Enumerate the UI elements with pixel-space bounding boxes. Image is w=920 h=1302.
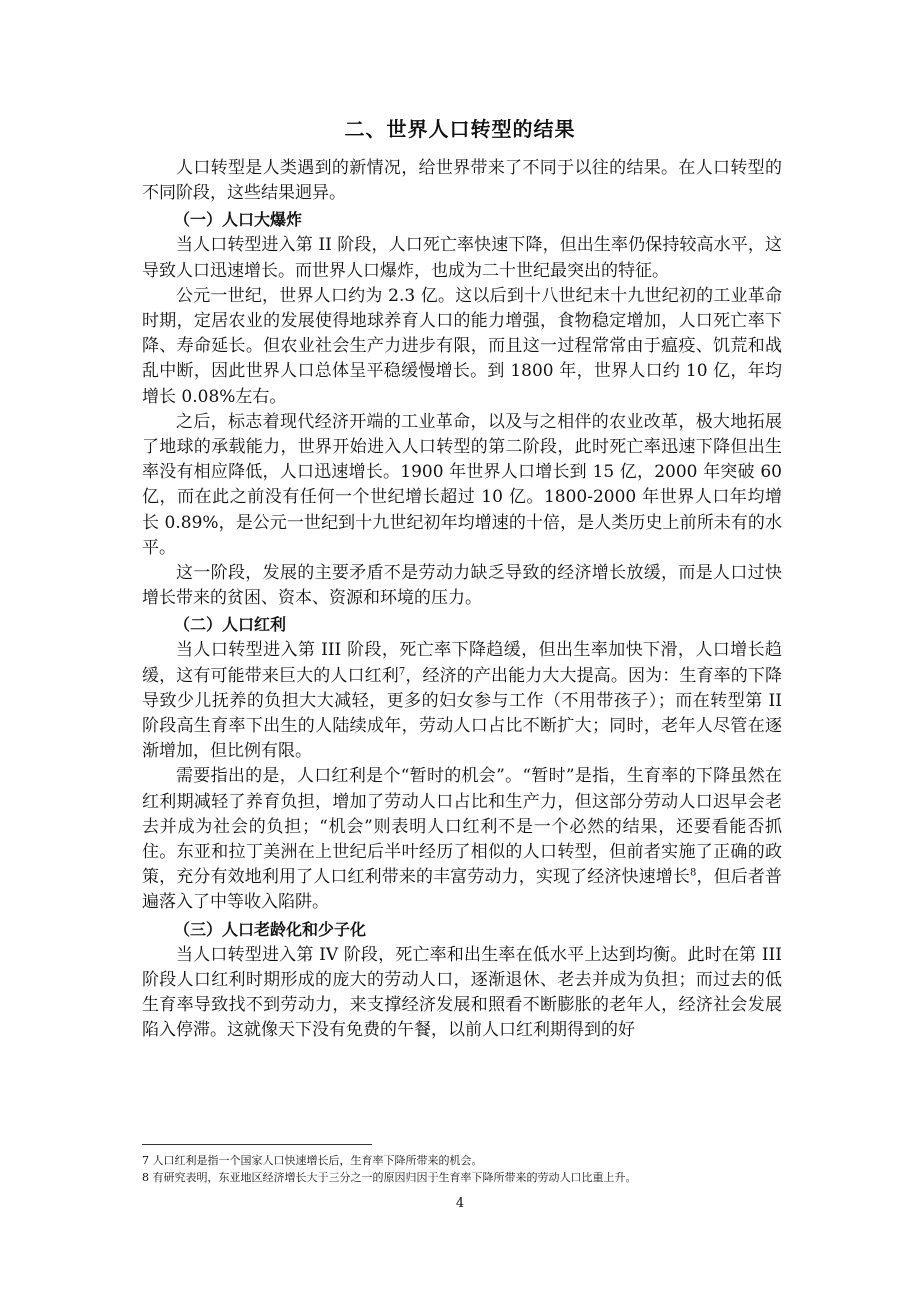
footnote-8: 8 有研究表明，东亚地区经济增长大于三分之一的原因归因于生育率下降所带来的劳动人口比重上升。 — [142, 1171, 637, 1184]
footnotes — [142, 1152, 792, 1186]
footnote-ref-7[interactable]: 7 — [398, 666, 406, 677]
page-title: 二、世界人口转型的结果 — [344, 117, 576, 141]
paragraph — [142, 638, 782, 764]
intro-paragraph: 人口转型是人类遇到的新情况，给世界带来了不同于以往的结果。在人口转型的不同阶段，这些结果迥异。 — [142, 158, 782, 204]
footnote-ref-8[interactable]: 8 — [690, 867, 697, 879]
section-heading-population-explosion: （一）人口大爆炸 — [174, 210, 303, 230]
text-span: ，经济的产出能力大大提高。因为：生育率的下降导致少儿抚养的负担大大减轻，更多的妇女参与工作（不用带孩子）；而在转型第 II 阶段高生育率下出生的人陆续成年，劳动人口占比不断扩大；同时，老年人尽管在逐渐增加，但比例有限。 — [142, 665, 782, 762]
paragraph — [142, 764, 782, 915]
footnote-divider — [142, 1144, 372, 1145]
text-span: ，但后者普遍落入了中等收入陷阱。 — [142, 867, 782, 913]
section-heading-aging: （三）人口老龄化和少子化 — [174, 919, 367, 939]
paragraph: 当人口转型进入第 IV 阶段，死亡率和出生率在低水平上达到均衡。此时在第 III 阶段人口红利时期形成的庞大的劳动人口，逐渐退休、老去并成为负担；而过去的低生育率导致找不到劳动力，来支撑经济发展和照看不断膨胀的老年人，经济社会发展陷入停滞。这就像天下没有免费的午餐，以前人口红利期得到的好 — [142, 944, 782, 1041]
paragraph: 公元一世纪，世界人口约为 2.3 亿。这以后到十八世纪末十九世纪初的工业革命时期，定居农业的发展使得地球养育人口的能力增强，食物稳定增加，人口死亡率下降、寿命延长。但农业社会生产力进步有限，而且这一过程常常由于瘟疫、饥荒和战乱中断，因此世界人口总体呈平稳缓慢增长。到 1800 年，世界人口约 10 亿，年均增长 0.08%左右。 — [142, 285, 782, 407]
footnote-7: 7 人口红利是指一个国家人口快速增长后，生育率下降所带来的机会。 — [142, 1154, 483, 1167]
body-text — [142, 156, 782, 1044]
text-span: 需要指出的是，人口红利是个“暂时的机会”。“暂时”是指，生育率的下降虽然在红利期减轻了养育负担，增加了劳动人口占比和生产力，但这部分劳动人口迟早会老去并成为社会的负担；“机会”则表明人口红利不是一个必然的结果，还要看能否抓住。东亚和拉丁美洲在上世纪后半叶经历了相似的人口转型，但前者实施了正确的政策，充分有效地利用了人口红利带来的丰富劳动力，实现了经济快速增长 — [142, 766, 782, 888]
paragraph: 当人口转型进入第 II 阶段，人口死亡率快速下降，但出生率仍保持较高水平，这导致人口迅速增长。而世界人口爆炸，也成为二十世纪最突出的特征。 — [142, 235, 782, 281]
paragraph: 之后，标志着现代经济开端的工业革命，以及与之相伴的农业改革，极大地拓展了地球的承载能力，世界开始进入人口转型的第二阶段，此时死亡率迅速下降但出生率没有相应降低，人口迅速增长。1900 年世界人口增长到 15 亿，2000 年突破 60 亿，而在此之前没有任何一个世纪增长超过 10 亿。1800-2000 年世界人口年均增长 0.89%，是公元一世纪到十九世纪初年均增速的十倍，是人类历史上前所未有的水平。 — [142, 411, 782, 558]
paragraph: 这一阶段，发展的主要矛盾不是劳动力缺乏导致的经济增长放缓，而是人口过快增长带来的贫困、资本、资源和环境的压力。 — [142, 563, 782, 609]
text-span: 当人口转型进入第 III 阶段，死亡率下降趋缓，但出生率加快下滑，人口增长趋缓，这有可能带来巨大的人口红利 — [142, 640, 782, 686]
section-heading-demographic-dividend: （二）人口红利 — [174, 615, 287, 635]
page-number: 4 — [455, 1196, 465, 1211]
